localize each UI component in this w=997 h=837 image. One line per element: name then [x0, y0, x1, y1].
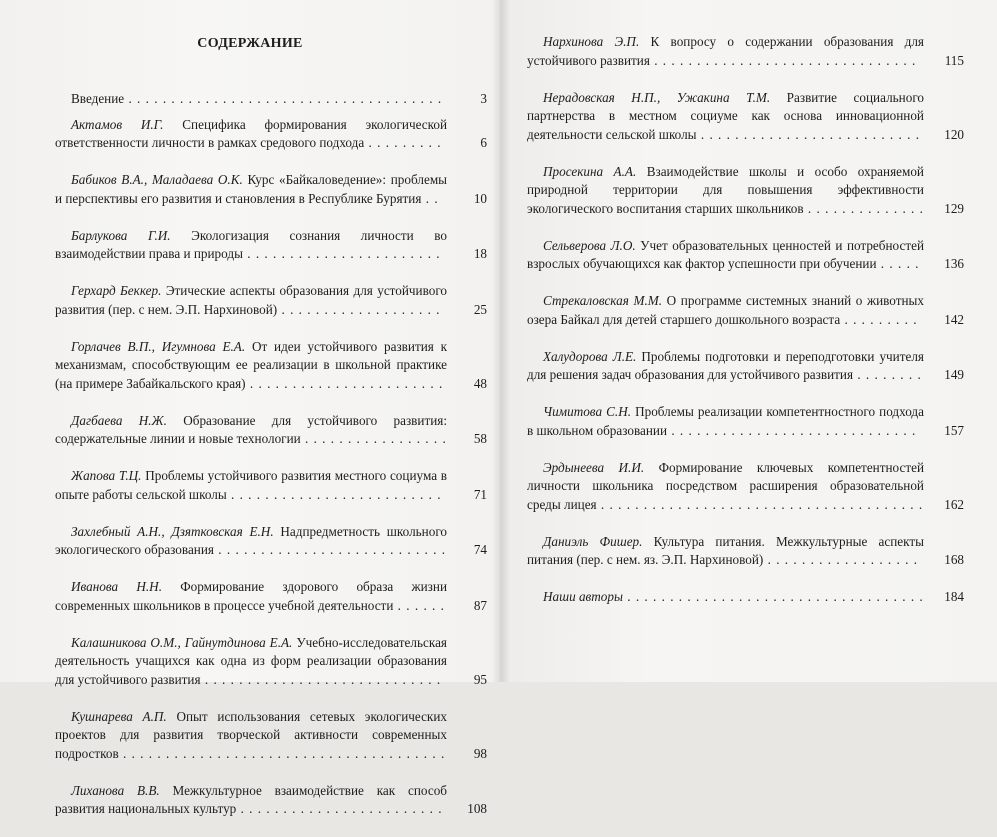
- dot-leader: . . . . . . . . . . . . . . . . . . .: [277, 301, 441, 317]
- dot-leader: . . . . .: [876, 256, 920, 271]
- toc-entry[interactable]: [527, 33, 964, 70]
- toc-entry-text: [55, 467, 447, 504]
- toc-entry-text: [55, 116, 447, 153]
- toc-entry-title: Учет образовательных ценностей и потребностей взрослых обучающихся как фактор успешности при обучении: [527, 237, 925, 271]
- toc-entry-text: [527, 237, 924, 274]
- toc-list-left: [55, 90, 487, 837]
- toc-entry-title: Культура питания. Межкультурные аспекты питания (пер. с нем. яз. Э.П. Нархиновой): [527, 533, 925, 567]
- dot-leader: . . . . . . . . . . . . . . . . . . . . . . . . . . . . .: [667, 422, 917, 438]
- toc-entry-authors: Калашникова О.М., Гайнутдинова Е.А.: [71, 634, 293, 650]
- toc-entry[interactable]: [55, 782, 487, 819]
- toc-entry[interactable]: [527, 237, 964, 274]
- dot-leader: . . . . . . . . . . . . . . . . . . . . . . . . . .: [696, 126, 920, 142]
- toc-entry-title: Введение: [71, 91, 125, 106]
- toc-entry-title: Проблемы устойчивого развития местного социума в опыте работы сельской школы: [55, 468, 448, 502]
- toc-entry-title: Курс «Байкаловедение»: проблемы и перспективы его развития и становления в Республике Бурятия: [55, 172, 448, 206]
- toc-entry[interactable]: [527, 89, 964, 145]
- toc-entry-title: Проблемы подготовки и переподготовки учителя для решения задач образования для устойчивого развития: [527, 348, 924, 382]
- dot-leader: . . . . . .: [393, 597, 445, 613]
- toc-entry[interactable]: [55, 634, 487, 690]
- toc-entry-page-number: 71: [473, 486, 487, 502]
- toc-entry-title: Проблемы реализации компетентностного подхода в школьном образовании: [527, 404, 924, 438]
- toc-entry-title: Специфика формирования экологической ответственности личности в рамках средового подхода: [55, 116, 447, 150]
- toc-entry-text: [527, 89, 924, 145]
- dot-leader: . . . . . . . . .: [364, 135, 442, 150]
- dot-leader: . . . . . . . . . . . . . . . . . . . . . . . . . . . . . . . . . . . . . .: [118, 745, 446, 761]
- toc-entry-authors: Бабиков В.А., Маладаева О.К.: [71, 172, 243, 187]
- toc-entry-text: [55, 90, 447, 109]
- toc-entry-page-number: 136: [944, 256, 964, 271]
- toc-entry-title: О программе системных знаний о животных озера Байкал для детей старшего дошкольного возраста: [527, 293, 924, 327]
- toc-entry[interactable]: [55, 90, 487, 109]
- toc-entry-title: Надпредметность школьного экологического образования: [55, 523, 448, 557]
- dot-leader: . . . . . . . . . . . . . . . . . . . . . . . . . . . . . . . . . . .: [622, 589, 924, 604]
- dot-leader: . . . . . . . . . . . . . . . . . . . . . . . . . . . . . . . . . . . . .: [124, 91, 443, 106]
- dot-leader: . . . . . . . . . . . . . . . . . . . . . . . . . . . . . . .: [649, 52, 917, 68]
- toc-entry-page-number: 142: [944, 311, 964, 327]
- toc-entry-text: [55, 338, 447, 394]
- toc-entry-authors: Сельверова Л.О.: [543, 237, 636, 253]
- dot-leader: . . . . . . . . . . . . . . . . .: [300, 431, 447, 446]
- toc-entry-authors: Жапова Т.Ц.: [71, 468, 142, 483]
- toc-entry-title: Образование для устойчивого развития: содержательные линии и новые технологии: [55, 412, 447, 446]
- toc-entry-page-number: 129: [944, 200, 964, 216]
- toc-entry-authors: Герхард Беккер.: [71, 283, 162, 298]
- toc-entry-page-number: 184: [944, 589, 964, 604]
- toc-entry-page-number: 48: [473, 375, 487, 391]
- toc-entry[interactable]: [55, 412, 487, 449]
- toc-entry[interactable]: [55, 467, 487, 504]
- toc-entry-authors: Даниэль Фишер.: [543, 533, 643, 549]
- toc-entry-authors: Иванова Н.Н.: [71, 579, 162, 594]
- toc-entry-text: [55, 412, 447, 449]
- left-page: [0, 0, 500, 816]
- toc-entry-page-number: 98: [473, 745, 487, 761]
- dot-leader: . . . . . . . . . . . . . . . . . . . . . . . . .: [226, 486, 442, 502]
- toc-entry-text: [55, 523, 447, 560]
- toc-entry-title: Экологизация сознания личности во взаимодействии права и природы: [55, 227, 448, 261]
- toc-entry-title: Этические аспекты образования для устойчивого развития (пер. с нем. Э.П. Нархиновой): [55, 283, 448, 317]
- toc-entry[interactable]: [55, 578, 487, 615]
- dot-leader: . . . . . . . . . . . . . . . . . . . . . . .: [245, 375, 444, 391]
- dot-leader: . . . . . . . . . . . . . . . . . . . . . . . . . . . .: [200, 671, 442, 687]
- toc-entry[interactable]: [527, 588, 964, 607]
- toc-entry-authors: Актамов И.Г.: [71, 116, 164, 132]
- toc-entry[interactable]: [55, 282, 487, 319]
- toc-entry-authors: Нерадовская Н.П., Ужакина Т.М.: [543, 89, 771, 105]
- toc-entry-page-number: 74: [473, 542, 487, 557]
- toc-entry-page-number: 120: [944, 126, 964, 142]
- toc-entry-authors: Лиханова В.В.: [71, 782, 160, 798]
- toc-entry-page-number: 95: [473, 671, 487, 687]
- toc-entry-text: [527, 459, 924, 515]
- dot-leader: . . . . . . . .: [853, 367, 922, 382]
- toc-entry[interactable]: [55, 116, 487, 153]
- toc-entry-title: Формирование здорового образа жизни современных школьников в процессе учебной деятельности: [55, 579, 448, 613]
- toc-entry-text: [527, 292, 924, 329]
- toc-entry-text: [527, 403, 924, 440]
- toc-entry-text: [527, 588, 924, 607]
- toc-entry-text: [55, 578, 447, 615]
- toc-entry-title: Учебно-исследовательская деятельность учащихся как одна из форм реализации образования для устойчивого развития: [55, 634, 447, 687]
- dot-leader: . . . . . . . . . . . . . . . . . . . . . . . .: [236, 801, 443, 816]
- toc-entry[interactable]: [55, 171, 487, 208]
- toc-entry-title: От идеи устойчивого развития к механизмам, способствующим ее реализации в школьной практике (на примере Забайкальского края): [55, 338, 448, 391]
- dot-leader: . . . . . . . . . . . . . .: [803, 200, 924, 216]
- dot-leader: . . . . . . . . . . . . . . . . . . . . . . . . . . . . . . . . . . . . . .: [596, 496, 924, 512]
- toc-entry-authors: Наши авторы: [543, 589, 623, 604]
- toc-entry-authors: Нархинова Э.П.: [543, 34, 640, 49]
- toc-entry[interactable]: [55, 708, 487, 764]
- dot-leader: . . . . . . . . . . . . . . . . . .: [763, 552, 918, 567]
- toc-entry[interactable]: [55, 523, 487, 560]
- toc-entry-authors: Халудорова Л.Е.: [543, 348, 637, 364]
- dot-leader: . . . . . . . . . . . . . . . . . . . . . . .: [242, 246, 441, 261]
- toc-entry-title: Развитие социального партнерства в местном социуме как основа инновационной деятельности сельской школы: [527, 89, 924, 142]
- toc-entry-title: Формирование ключевых компетентностей личности школьника посредством расширения образовательной среды лицея: [527, 459, 924, 512]
- toc-entry[interactable]: [527, 533, 964, 570]
- toc-entry-page-number: 25: [473, 301, 487, 317]
- toc-entry-text: [527, 348, 924, 385]
- toc-entry-authors: Кушнарева А.П.: [71, 708, 167, 724]
- toc-entry[interactable]: [55, 227, 487, 264]
- toc-entry-page-number: 157: [944, 422, 964, 438]
- toc-entry-page-number: 108: [467, 801, 487, 816]
- toc-entry-page-number: 6: [480, 135, 487, 150]
- toc-entry-page-number: 149: [944, 367, 964, 382]
- toc-entry-text: [55, 282, 447, 319]
- toc-entry-page-number: 162: [944, 496, 964, 512]
- toc-entry-title: Взаимодействие школы и особо охраняемой природной территории для повышения эффективности экологического воспитания старших школьников: [527, 163, 924, 216]
- toc-entry-authors: Эрдынеева И.И.: [543, 459, 645, 475]
- toc-entry-text: [55, 634, 447, 690]
- toc-entry-authors: Барлукова Г.И.: [71, 227, 171, 243]
- toc-entry[interactable]: [55, 338, 487, 394]
- toc-entry-page-number: 168: [944, 552, 964, 567]
- toc-entry[interactable]: [527, 403, 964, 440]
- toc-entry-text: [527, 533, 924, 570]
- toc-entry-authors: Дагбаева Н.Ж.: [71, 412, 167, 428]
- toc-entry-text: [55, 708, 447, 764]
- book-gutter: [492, 0, 510, 682]
- toc-entry-authors: Захлебный А.Н., Дзятковская Е.Н.: [71, 523, 274, 539]
- dot-leader: . .: [421, 190, 439, 206]
- toc-entry-authors: Просекина А.А.: [543, 163, 637, 179]
- toc-entry-text: [55, 171, 447, 208]
- dot-leader: . . . . . . . . .: [840, 311, 918, 327]
- toc-list-right: [527, 33, 964, 624]
- toc-entry[interactable]: [527, 163, 964, 219]
- toc-entry-page-number: 18: [473, 246, 487, 261]
- toc-entry-page-number: 58: [473, 431, 487, 446]
- toc-entry[interactable]: [527, 459, 964, 515]
- toc-entry-authors: Стрекаловская М.М.: [543, 293, 663, 308]
- toc-entry-authors: Горлачев В.П., Игумнова Е.А.: [71, 338, 246, 354]
- toc-entry-authors: Чимитова С.Н.: [543, 404, 632, 419]
- toc-entry-page-number: 3: [480, 91, 487, 106]
- page-title: СОДЕРЖАНИЕ: [197, 36, 303, 51]
- toc-entry-title: К вопросу о содержании образования для устойчивого развития: [527, 34, 924, 68]
- toc-entry-page-number: 87: [473, 597, 487, 613]
- dot-leader: . . . . . . . . . . . . . . . . . . . . . . . . . . .: [214, 542, 447, 557]
- toc-entry-text: [527, 163, 924, 219]
- toc-entry-title: Опыт использования сетевых экологических проектов для развития творческой активности современных подростков: [55, 708, 447, 761]
- toc-entry-text: [55, 782, 447, 819]
- toc-entry[interactable]: [527, 348, 964, 385]
- toc-entry-text: [55, 227, 447, 264]
- toc-entry-text: [527, 33, 924, 70]
- toc-entry-page-number: 10: [473, 190, 487, 206]
- toc-entry-title: Межкультурное взаимодействие как способ развития национальных культур: [55, 782, 447, 816]
- toc-entry[interactable]: [527, 292, 964, 329]
- toc-entry-page-number: 115: [944, 52, 964, 68]
